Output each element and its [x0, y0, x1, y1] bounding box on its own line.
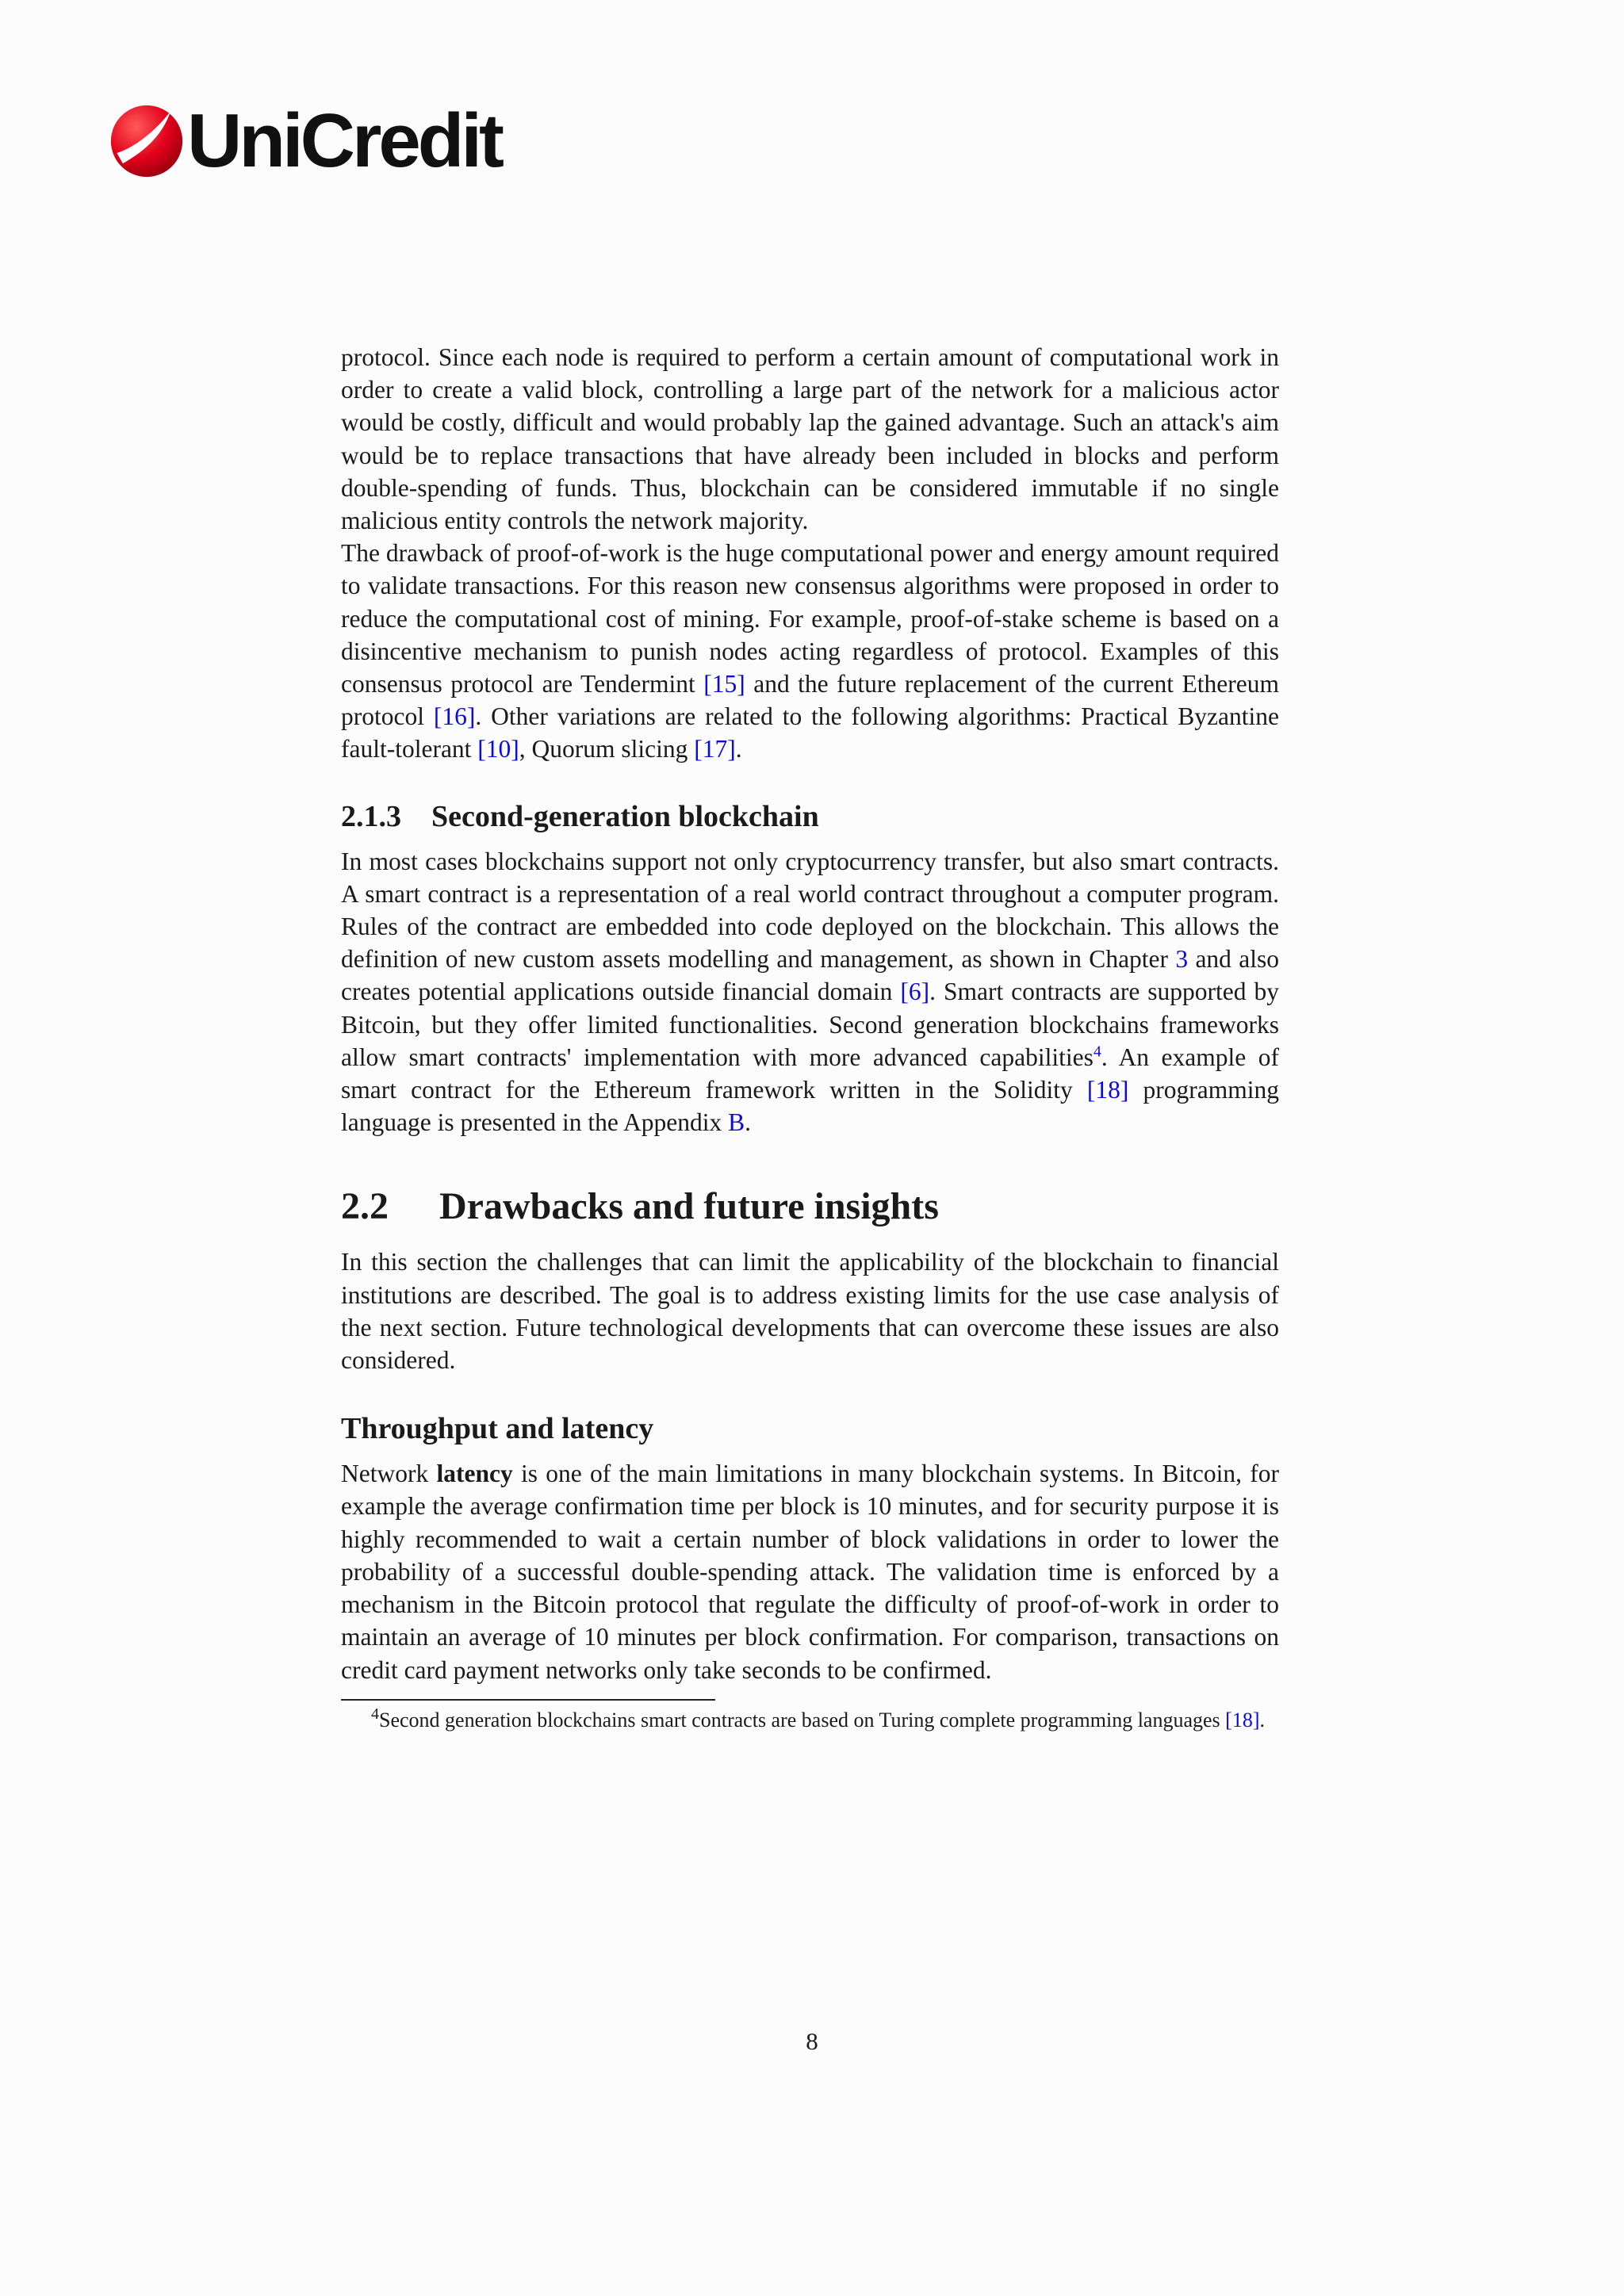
text: . An example of smart contract for the Ethereum framework written in the Solidity	[341, 1043, 1280, 1104]
citation-link[interactable]: [16]	[433, 702, 476, 731]
text: The drawback of proof-of-work is the huge computational power and energy amount required to validate transactions. For this reason new consensus algorithms were proposed in order to reduce the computational cost of mining. For example, proof-of-stake scheme is based on a disincentive mechanism to punish nodes acting regardless of protocol. Examples of this consensus protocol are Tendermint	[341, 539, 1279, 698]
chapter-link[interactable]: 3	[1175, 945, 1189, 974]
citation-link[interactable]: [18]	[1225, 1708, 1260, 1732]
footnote-text: Second generation blockchains smart contracts are based on Turing complete programming languages	[379, 1708, 1226, 1732]
footnote-divider	[341, 1699, 715, 1701]
paragraph-proof-of-work-drawback	[341, 537, 1279, 765]
text: In most cases blockchains support not only cryptocurrency transfer, but also smart contracts. A smart contract is a representation of a real world contract throughout a computer program. Rules of the contract are embedded into code deployed on the blockchain. This allows the definition of new custom assets modelling and management, as shown in Chapter	[341, 847, 1279, 974]
section-number: 2.1.3	[341, 799, 401, 833]
text: programming language is presented in the Appendix	[341, 1076, 1280, 1137]
text: Network	[341, 1460, 437, 1488]
text: is one of the main limitations in many blockchain systems. In Bitcoin, for example the average confirmation time per block is 10 minutes, and for security purpose it is highly recommended to wait a certain number of block validations in order to lower the probability of a successful double-spending attack. The validation time is enforced by a mechanism in the Bitcoin protocol that regulate the difficulty of proof-of-work in order to maintain an average of 10 minutes per block confirmation. For comparison, transactions on credit card payment networks only take seconds to be confirmed.	[341, 1460, 1279, 1684]
text: .	[745, 1108, 752, 1137]
text: . Smart contracts are supported by Bitcoin, but they offer limited functionalities. Second generation blockchains frameworks allow smart contracts' implementation with more advanced capabilities	[341, 978, 1279, 1071]
paragraph-section-intro: In this section the challenges that can limit the applicability of the blockchain to financial institutions are described. The goal is to address existing limits for the use case analysis of the next section. Future technological developments that can overcome these issues are also considered.	[341, 1248, 1279, 1375]
paragraph-proof-of-work-security: protocol. Since each node is required to perform a certain amount of computational work in order to create a valid block, controlling a large part of the network for a malicious actor would be costly, difficult and would probably lap the gained advantage. Such an attack's aim would be to replace transactions that have already been included in blocks and perform double-spending of funds. Thus, blockchain can be considered immutable if no single malicious entity controls the network majority.	[341, 343, 1279, 535]
subsection-heading-throughput: Throughput and latency	[341, 1412, 654, 1446]
text: , Quorum slicing	[519, 735, 695, 763]
text: .	[1259, 1708, 1265, 1732]
footnote-mark: 4	[371, 1705, 379, 1724]
section-number: 2.2	[341, 1185, 389, 1228]
unicredit-logo-icon	[109, 104, 184, 178]
citation-link[interactable]: [6]	[900, 978, 930, 1006]
appendix-link[interactable]: B	[728, 1108, 745, 1137]
section-title: Second-generation blockchain	[431, 799, 819, 833]
logo-wordmark: UniCredit	[187, 98, 501, 183]
paragraph-smart-contracts	[341, 845, 1279, 1139]
text: .	[735, 735, 742, 763]
citation-link[interactable]: [17]	[694, 735, 736, 763]
text: and also creates potential applications outside financial domain	[341, 945, 1279, 1006]
footnote	[341, 1707, 1279, 1734]
section-heading-2-2	[341, 1184, 1279, 1228]
text: . Other variations are related to the following algorithms: Practical Byzantine fault-tolerant	[341, 702, 1279, 763]
unicredit-logo	[109, 98, 501, 183]
page-body	[341, 341, 1279, 1734]
paragraph-latency	[341, 1457, 1279, 1686]
citation-link[interactable]: [15]	[703, 670, 745, 698]
section-heading-2-1-3	[341, 799, 1279, 834]
text: and the future replacement of the current Ethereum protocol	[341, 670, 1279, 731]
bold-term: latency	[436, 1460, 513, 1488]
footnote-link[interactable]: 4	[1093, 1043, 1101, 1061]
section-title: Drawbacks and future insights	[439, 1185, 939, 1228]
citation-link[interactable]: [10]	[477, 735, 519, 763]
page-number: 8	[806, 2027, 818, 2055]
citation-link[interactable]: [18]	[1086, 1076, 1129, 1104]
